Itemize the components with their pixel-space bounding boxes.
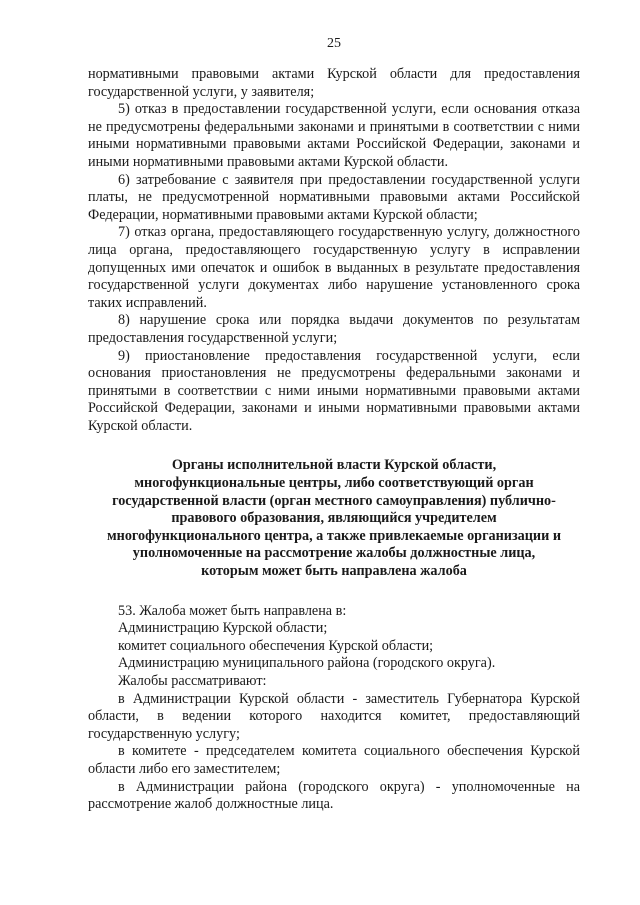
paragraph: нормативными правовыми актами Курской области для предоставления государственной услуги, у заявителя; [88, 66, 580, 100]
paragraph: Администрацию муниципального района (городского округа). [118, 655, 496, 672]
heading-line: которым может быть направлена жалоба [201, 563, 467, 580]
paragraph: 8) нарушение срока или порядка выдачи документов по результатам предоставления государственной услуги; [88, 312, 580, 346]
paragraph: в Администрации Курской области - заместитель Губернатора Курской области, в ведении которого находится комитет, предоставляющий государственную услугу; [88, 690, 580, 742]
paragraph: 5) отказ в предоставлении государственной услуги, если основания отказа не предусмотрены федеральными законами и принятыми в соответствии с ними иными нормативными правовыми актами Российской Федерации, законами и иными нормативными правовыми актами Курской области. [88, 101, 580, 170]
section-heading [88, 457, 580, 580]
paragraph: 9) приостановление предоставления государственной услуги, если основания приостановления не предусмотрены федеральными законами и принятыми в соответствии с ними иными нормативными правовыми актами Российской Федерации, законами и иными нормативными правовыми актами Курской области. [88, 347, 580, 434]
page-number: 25 [327, 36, 341, 51]
paragraph: в комитете - председателем комитета социального обеспечения Курской области либо его заместителем; [88, 743, 580, 777]
paragraph: 53. Жалоба может быть направлена в: [118, 602, 347, 619]
heading-line: правового образования, являющийся учредителем [171, 510, 497, 527]
heading-line: многофункциональные центры, либо соответствующий орган [134, 475, 534, 492]
heading-line: многофункционального центра, а также привлекаемые организации и [107, 527, 561, 544]
heading-line: уполномоченные на рассмотрение жалобы должностные лица, [132, 545, 536, 562]
paragraph: 6) затребование с заявителя при предоставлении государственной услуги платы, не предусмотренной нормативными правовыми актами Российской Федерации, нормативными правовыми актами Курской области; [88, 171, 580, 223]
paragraph: комитет социального обеспечения Курской области; [118, 637, 434, 654]
paragraphs-bottom [88, 603, 580, 814]
paragraph: в Администрации района (городского округа) - уполномоченные на рассмотрение жалоб должностные лица. [88, 778, 580, 813]
paragraph: Жалобы рассматривают: [118, 673, 267, 689]
paragraph: Администрацию Курской области; [118, 620, 328, 637]
heading-line: государственной власти (орган местного самоуправления) публично- [112, 492, 556, 509]
heading-line: Органы исполнительной власти Курской области, [171, 457, 497, 474]
paragraphs-top [88, 66, 580, 435]
paragraph: 7) отказ органа, предоставляющего государственную услугу, должностного лица органа, предоставляющего государственную услугу в исправлении допущенных ими опечаток и ошибок в выданных в результате предоставления государственной услуги документах либо нарушение установленного срока таких исправлений. [88, 224, 580, 311]
